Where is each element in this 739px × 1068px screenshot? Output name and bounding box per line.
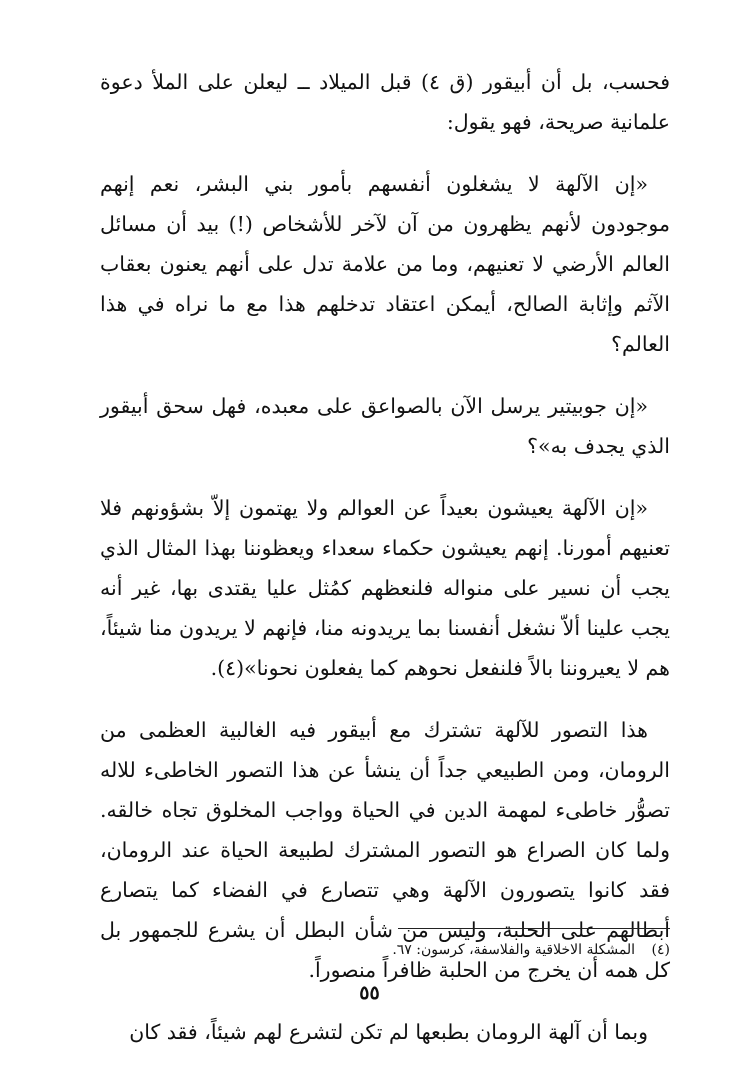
paragraph-quote-jupiter: «إن جوبيتير يرسل الآن بالصواعق على معبده، فهل سحق أبيقور الذي يجدف به»؟	[100, 394, 670, 458]
footnote-text: المشكلة الاخلاقية والفلاسفة، كرسون: ٦٧.	[392, 942, 636, 958]
paragraph-intro: فحسب، بل أن أبيقور (ق ٤) قبل الميلاد ــ ليعلن على الملأ دعوة علمانية صريحة، فهو يقول:	[100, 70, 671, 134]
paragraph-quote-gods-far: «إن الآلهة يعيشون بعيداً عن العوالم ولا يهتمون إلاّ بشؤونهم فلا تعنيهم أمورنا. إنهم يعيشون حكماء سعداء ويعظوننا بهذا المثال الذي يجب أن نسير على منواله فلنعظهم كمُثل عليا يقتدى بها، غير أنه يجب علينا ألاّ نشغل أنفسنا بما يريدونه منا، فإنهم لا يريدون منا شيئاً، هم لا يعيروننا بالاً فلنفعل نحوهم كما يفعلون نحونا»(٤).	[100, 496, 670, 680]
footnote-divider	[398, 928, 670, 929]
paragraph-quote-gods: «إن الآلهة لا يشغلون أنفسهم بأمور بني البشر، نعم إنهم موجودون لأنهم يظهرون من آن لآخر للأشخاص (!) بيد أن مسائل العالم الأرضي لا تعنيهم، وما من علامة تدل على أنهم يعنون بعقاب الآثم وإثابة الصالح، أيمكن اعتقاد تدخلهم هذا مع ما نراه في هذا العالم؟	[100, 172, 670, 356]
page-body	[100, 62, 670, 1052]
paragraph-closing: وبما أن آلهة الرومان بطبعها لم تكن لتشرع لهم شيئاً، فقد كان	[129, 1020, 648, 1044]
page-number: ٥٥	[359, 982, 380, 1004]
footnote	[150, 940, 670, 960]
footnote-mark: (٤)	[651, 942, 670, 958]
paragraph-roman-view: هذا التصور للآلهة تشترك مع أبيقور فيه الغالبية العظمى من الرومان، ومن الطبيعي جداً أن ينشأ عن هذا التصور الخاطىء للاله تصوُّر خاطىء لمهمة الدين في الحياة وواجب المخلوق تجاه خالقه. ولما كان الصراع هو التصور المشترك لطبيعة الحياة عند الرومان، فقد كانوا يتصورون الآلهة وهي تتصارع في الفضاء كما يتصارع أبطالهم على الحلبة، وليس من شأن البطل أن يشرع للجمهور بل كل همه أن يخرج من الحلبة ظافراً منصوراً.	[100, 718, 670, 982]
